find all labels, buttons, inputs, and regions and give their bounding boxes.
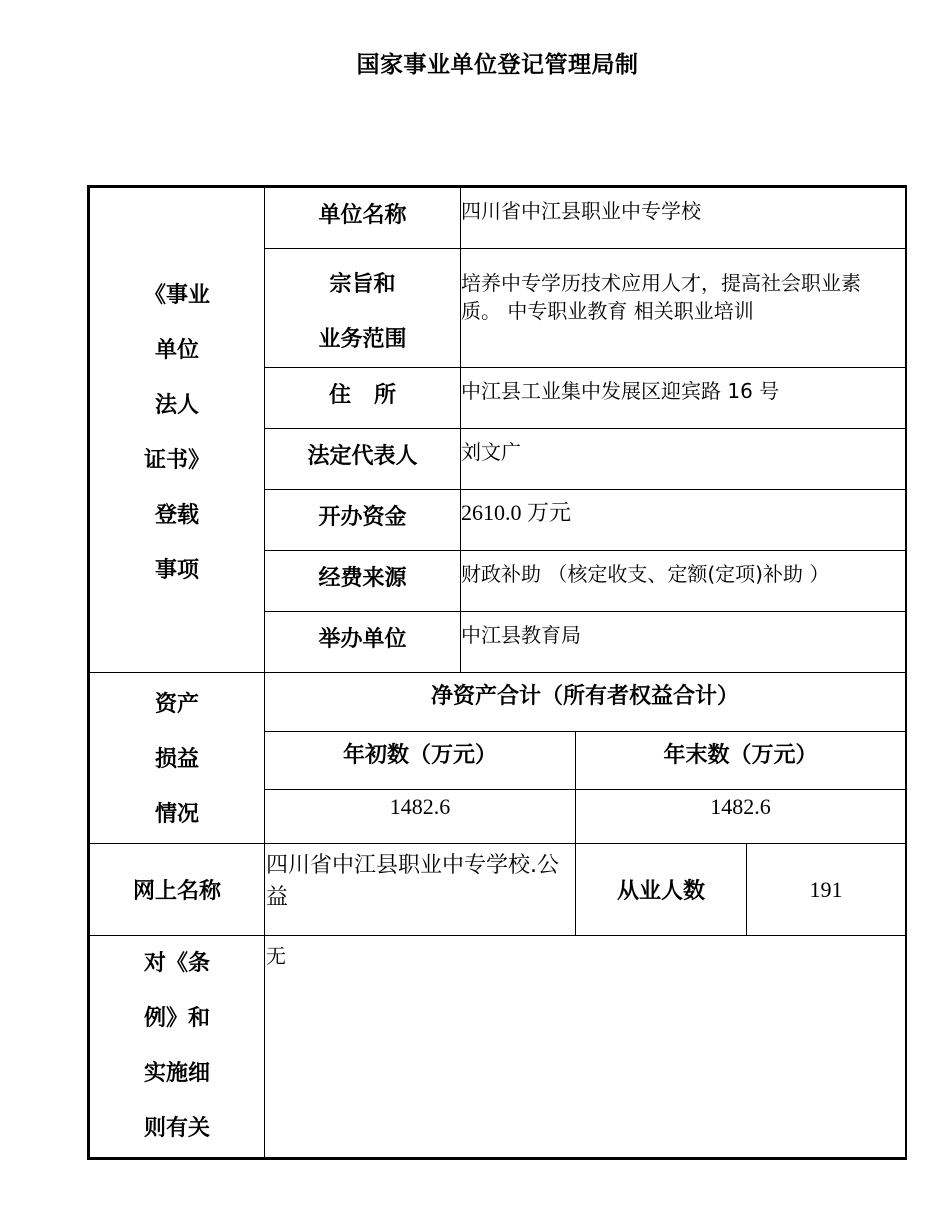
regulation-value: 无 [265,936,906,1158]
sponsor-unit-label: 举办单位 [265,612,461,673]
side-label-line: 证书》 [143,448,210,473]
registered-capital-label: 开办资金 [265,490,461,551]
side-label-line: 则有关 [143,1116,210,1141]
registration-form-table [87,185,907,1160]
unit-name-value: 四川省中江县职业中专学校 [461,188,906,249]
side-label-line: 损益 [154,747,199,772]
purpose-scope-label [265,249,461,368]
purpose-scope-label-line: 业务范围 [318,327,407,352]
side-label-assets [90,673,265,844]
online-name-value: 四川省中江县职业中专学校.公益 [265,844,576,936]
address-value: 中江县工业集中发展区迎宾路 16 号 [461,368,906,429]
page-title: 国家事业单位登记管理局制 [356,52,639,78]
unit-name-label: 单位名称 [265,188,461,249]
legal-representative-value: 刘文广 [461,429,906,490]
sponsor-unit-value: 中江县教育局 [461,612,906,673]
address-label: 住 所 [265,368,461,429]
end-of-year-value: 1482.6 [576,790,906,844]
funding-source-value: 财政补助 （核定收支、定额(定项)补助 ） [461,551,906,612]
side-label-regulation [90,936,265,1158]
side-label-line: 单位 [154,338,199,363]
side-label-line: 情况 [154,802,199,827]
funding-source-label: 经费来源 [265,551,461,612]
legal-representative-label: 法定代表人 [265,429,461,490]
net-assets-header: 净资产合计（所有者权益合计） [265,673,906,732]
side-label-line: 登载 [154,503,199,528]
side-label-line: 资产 [154,692,199,717]
staff-count-label: 从业人数 [576,844,747,936]
side-label-line: 《事业 [143,283,210,308]
start-of-year-value: 1482.6 [265,790,576,844]
side-label-line: 对《条 [143,951,210,976]
staff-count-value: 191 [747,844,906,936]
end-of-year-header: 年末数（万元） [576,732,906,790]
side-label-line: 法人 [154,393,199,418]
start-of-year-header: 年初数（万元） [265,732,576,790]
side-label-line: 事项 [154,558,199,583]
purpose-scope-value: 培养中专学历技术应用人才，提高社会职业素质。 中专职业教育 相关职业培训 [461,249,906,368]
side-label-line: 例》和 [143,1006,210,1031]
purpose-scope-label-line: 宗旨和 [329,272,396,297]
side-label-line: 实施细 [143,1061,210,1086]
online-name-label: 网上名称 [90,844,265,936]
side-label-registration [90,188,265,673]
registered-capital-value: 2610.0 万元 [461,490,906,551]
